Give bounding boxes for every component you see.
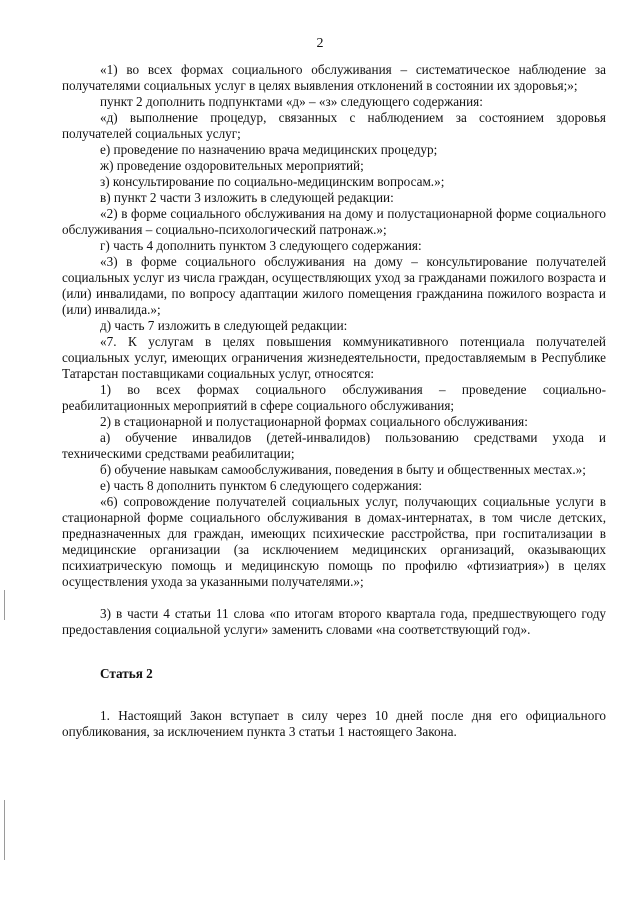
- paragraph: «7. К услугам в целях повышения коммуникативного потенциала получателей социальных услуг, имеющих ограничения жизнедеятельности, предоставляемым в Республике Татарстан поставщиками социальных услуг, относятся:: [62, 334, 606, 381]
- paragraph: г) часть 4 дополнить пунктом 3 следующего содержания:: [100, 238, 422, 253]
- paragraph: «1) во всех формах социального обслуживания – систематическое наблюдение за получателями социальных услуг в целях выявления отклонений в состоянии их здоровья;»;: [62, 62, 606, 93]
- paragraph: 3) в части 4 статьи 11 слова «по итогам второго квартала года, предшествующего году предоставления социальной услуги» заменить словами «на соответствующий год».: [62, 606, 606, 637]
- article-heading: Статья 2: [100, 666, 153, 681]
- paragraph: е) часть 8 дополнить пунктом 6 следующего содержания:: [100, 478, 423, 493]
- paragraph: ж) проведение оздоровительных мероприятий;: [100, 158, 364, 173]
- paragraph: в) пункт 2 части 3 изложить в следующей редакции:: [100, 190, 394, 205]
- document-body: [62, 62, 606, 740]
- paragraph: з) консультирование по социально-медицинским вопросам.»;: [100, 174, 445, 189]
- paragraph: «3) в форме социального обслуживания на дому – консультирование получателей социальных услуг из числа граждан, осуществляющих уход за гражданами пожилого возраста и (или) инвалидами, по вопросу адаптации жилого помещения гражданина пожилого возраста и (или) инвалида.»;: [62, 254, 606, 317]
- margin-scan-mark: [4, 800, 5, 860]
- article-paragraph: 1. Настоящий Закон вступает в силу через 10 дней после дня его официального опубликования, за исключением пункта 3 статьи 1 настоящего Закона.: [62, 708, 606, 739]
- paragraph: б) обучение навыкам самообслуживания, поведения в быту и общественных местах.»;: [100, 462, 586, 477]
- paragraph: 2) в стационарной и полустационарной формах социального обслуживания:: [100, 414, 528, 429]
- paragraph: пункт 2 дополнить подпунктами «д» – «з» следующего содержания:: [100, 94, 483, 109]
- paragraph: «6) сопровождение получателей социальных услуг, получающих социальные услуги в стационарной форме социального обслуживания в домах-интернатах, в том числе детских, предназначенных для граждан, имеющих психические расстройства, при госпитализации в медицинские организации (за исключением медицинских организаций, оказывающих психиатрическую помощь и медицинскую помощь по профилю «фтизиатрия») в целях осуществления ухода за указанными получателями.»;: [62, 494, 606, 589]
- paragraph: «2) в форме социального обслуживания на дому и полустационарной форме социального обслуживания – социально-психологический патронаж.»;: [62, 206, 606, 237]
- margin-scan-mark: [4, 590, 5, 620]
- paragraph: а) обучение инвалидов (детей-инвалидов) пользованию средствами ухода и техническими средствами реабилитации;: [62, 430, 606, 461]
- paragraph: е) проведение по назначению врача медицинских процедур;: [100, 142, 438, 157]
- page-number: 2: [316, 36, 324, 51]
- paragraph: «д) выполнение процедур, связанных с наблюдением за состоянием здоровья получателей социальных услуг;: [62, 110, 606, 141]
- paragraph: 1) во всех формах социального обслуживания – проведение социально-реабилитационных мероприятий в сфере социального обслуживания;: [62, 382, 606, 413]
- paragraph: д) часть 7 изложить в следующей редакции:: [100, 318, 348, 333]
